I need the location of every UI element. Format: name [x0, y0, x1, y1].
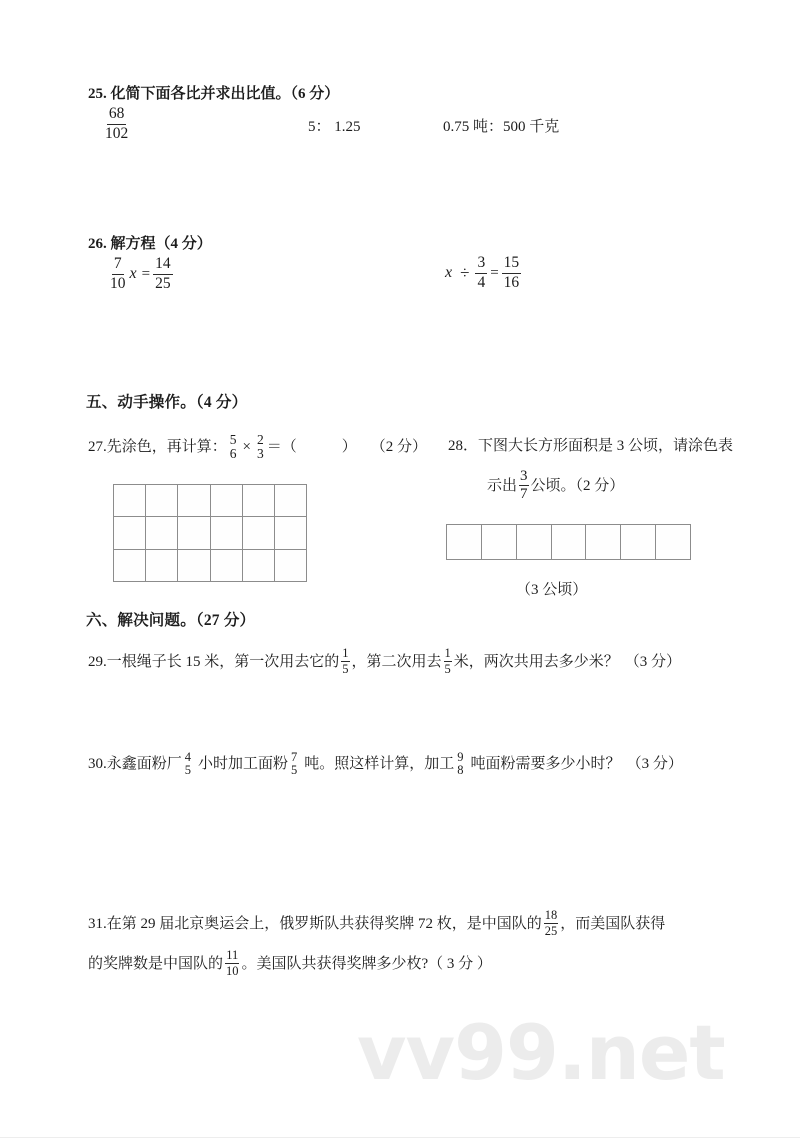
question-30-part-4: 吨面粉需要多少小时？ [470, 756, 621, 773]
question-30-part-2: 小时加工面粉 [198, 756, 289, 773]
grid-cell[interactable] [243, 517, 275, 549]
question-29-text [88, 648, 681, 677]
question-29-part-1: 29.一根绳子长 15 米，第一次用去它的 [88, 653, 340, 670]
fraction-68-over-102: $\frac{68}{102}$ [105, 105, 129, 142]
page-bottom-edge [0, 1137, 800, 1138]
question-26-heading: 26. 解方程（4 分） [88, 236, 212, 252]
question-27-points: （2 分） [370, 439, 428, 456]
question-28-line-2-suffix: 公顷。（2 分） [530, 478, 625, 495]
variable-x: x [129, 265, 137, 283]
question-28-line-1: 28．下图大长方形面积是 3 公顷，请涂色表 [448, 438, 734, 454]
question-25-heading: 25. 化简下面各比并求出比值。（6 分） [88, 86, 340, 102]
grid-cell[interactable] [178, 517, 210, 549]
fraction-2-over-3: 2 3 [256, 432, 264, 461]
grid-cell[interactable] [114, 550, 146, 582]
question-25-item-1 [103, 105, 130, 142]
fraction-18-over-25: $\frac{18}{25}$ [544, 908, 558, 938]
question-28-caption: （3 公顷） [516, 582, 588, 598]
fraction-11-over-10: $\frac{11}{10}$ [226, 948, 239, 978]
question-30-part-1: 30.永鑫面粉厂 [88, 756, 182, 773]
grid-cell[interactable] [275, 550, 307, 582]
grid-cell[interactable] [621, 525, 656, 560]
fraction-9-over-8: 9 8 [457, 750, 464, 777]
question-25-item-2: 5： 1.25 [308, 119, 361, 135]
fraction-7-over-10: $\frac{7}{10}$ [110, 255, 126, 292]
question-28-line-2 [487, 470, 624, 504]
grid-cell[interactable] [211, 485, 243, 517]
question-29-part-2: ，第二次用去 [351, 653, 442, 670]
fraction-14-over-25: $\frac{14}{25}$ [155, 255, 171, 292]
question-29-points: （3 分） [624, 653, 682, 670]
grid-cell[interactable] [447, 525, 482, 560]
question-26-equation-2 [443, 255, 521, 291]
question-30-text [88, 752, 683, 778]
grid-cell[interactable] [482, 525, 517, 560]
fraction-1-over-5: $\frac{1}{5}$ [342, 646, 349, 676]
equals-sign: = [141, 265, 151, 282]
question-28-rectangle-grid[interactable] [446, 524, 691, 560]
grid-cell[interactable] [656, 525, 691, 560]
grid-cell[interactable] [146, 517, 178, 549]
question-28-line-2-prefix: 示出 [487, 478, 518, 495]
multiplication-sign: × [242, 439, 251, 456]
grid-cell[interactable] [146, 550, 178, 582]
grid-cell[interactable] [243, 485, 275, 517]
grid-cell[interactable] [275, 485, 307, 517]
question-31-line-2 [88, 950, 492, 979]
question-31-line-2-part-1: 的奖牌数是中国队的 [88, 955, 224, 972]
question-27-answer-blank: ＝（ ） [266, 439, 357, 456]
question-27-coloring-grid[interactable] [113, 484, 307, 582]
grid-cell[interactable] [243, 550, 275, 582]
variable-x: x [445, 264, 453, 282]
question-27-prefix: 27.先涂色，再计算： [88, 439, 227, 456]
question-31-line-1-part-1: 31.在第 29 届北京奥运会上，俄罗斯队共获得奖牌 72 枚，是中国队的 [88, 915, 542, 932]
grid-cell[interactable] [146, 485, 178, 517]
section-6-heading: 六、解决问题。（27 分） [86, 612, 256, 629]
question-29-part-3: 米，两次共用去多少米？ [453, 653, 619, 670]
grid-cell[interactable] [178, 485, 210, 517]
site-watermark: vv99.net [357, 1008, 725, 1097]
fraction-7-over-5: 7 5 [291, 750, 298, 777]
equals-sign: = [490, 264, 499, 281]
question-27-text [88, 434, 427, 462]
grid-cell[interactable] [552, 525, 587, 560]
fraction-5-over-6: 5 6 [229, 432, 237, 461]
question-31-line-1 [88, 910, 665, 939]
grid-cell[interactable] [211, 550, 243, 582]
question-31-line-1-part-2: ，而美国队获得 [560, 915, 666, 932]
grid-cell[interactable] [114, 517, 146, 549]
section-5-heading: 五、动手操作。（4 分） [86, 394, 248, 411]
grid-cell[interactable] [275, 517, 307, 549]
grid-cell[interactable] [114, 485, 146, 517]
grid-cell[interactable] [178, 550, 210, 582]
fraction-3-over-7: $\frac{3}{7}$ [520, 468, 528, 503]
grid-cell[interactable] [211, 517, 243, 549]
grid-cell[interactable] [517, 525, 552, 560]
fraction-1-over-5-second: $\frac{1}{5}$ [444, 646, 451, 676]
question-26-equation-1 [108, 255, 173, 292]
fraction-4-over-5: 4 5 [184, 750, 192, 777]
fraction-3-over-4: $\frac{3}{4}$ [477, 254, 486, 291]
question-31-line-2-part-2: 。美国队共获得奖牌多少枚?（ 3 分 ） [241, 955, 492, 972]
question-25-item-3: 0.75 吨：500 千克 [443, 119, 560, 135]
fraction-15-over-16: $\frac{15}{16}$ [503, 254, 520, 291]
grid-cell[interactable] [586, 525, 621, 560]
question-30-part-3: 吨。照这样计算，加工 [304, 756, 455, 773]
division-sign: ÷ [460, 263, 470, 283]
question-30-points: （3 分） [626, 756, 683, 773]
